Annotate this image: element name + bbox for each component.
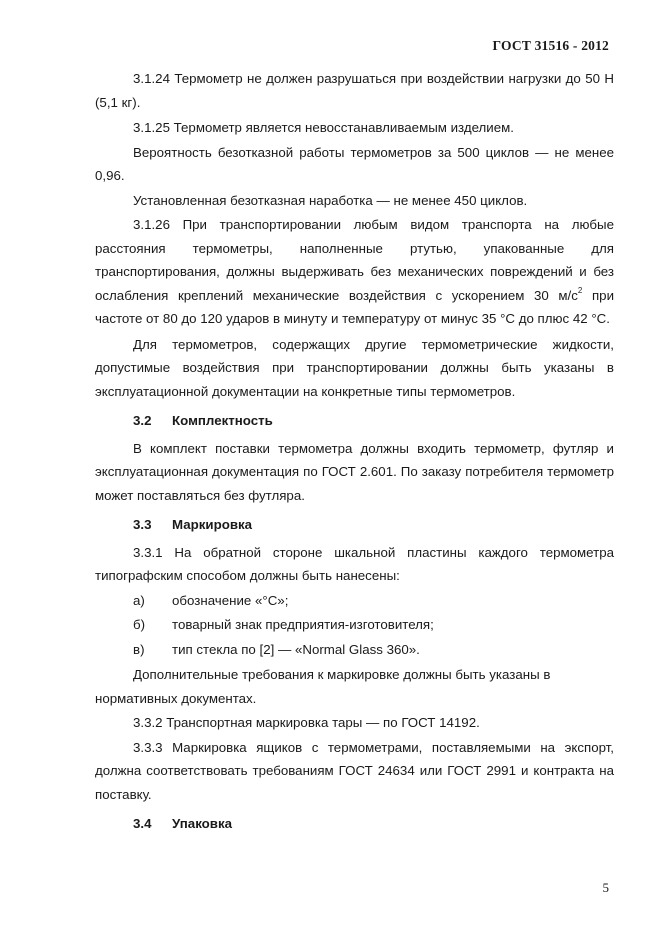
paragraph-3-2-text: В комплект поставки термометра должны входить термометр, футляр и эксплуатационная документация по ГОСТ 2.601. По заказу потребителя термометр может поставляться без футляра. — [95, 440, 614, 503]
section-number: 3.4 — [133, 816, 152, 831]
paragraph-additional-requirements: Дополнительные требования к маркировке должны быть указаны в нормативных документах. — [95, 667, 551, 706]
superscript-exponent: 2 — [577, 286, 583, 296]
paragraph-3-3-3: 3.3.3 Маркировка ящиков с термометрами, поставляемыми на экспорт, должна соответствовать требованиям ГОСТ 24634 или ГОСТ 2991 и контракта на поставку. — [95, 739, 614, 802]
paragraph-other-liquids: Для термометров, содержащих другие термометрические жидкости, допустимые воздействия при транспортировании должны быть указаны в эксплуатационной документации на конкретные типы термометров. — [95, 336, 614, 399]
section-heading-3-4 — [95, 812, 614, 836]
paragraph-3-3-2: 3.3.2 Транспортная маркировка тары — по ГОСТ 14192. — [133, 715, 480, 730]
list-item-text: тип стекла по [2] — «Normal Glass 360». — [172, 641, 420, 657]
section-number: 3.2 — [133, 413, 152, 428]
list-item-text: товарный знак предприятия-изготовителя; — [172, 617, 434, 632]
document-body — [95, 67, 614, 840]
paragraph-3-1-24: 3.1.24 Термометр не должен разрушаться при воздействии нагрузки до 50 Н (5,1 кг). — [95, 71, 614, 110]
list-item — [95, 589, 614, 613]
section-title: Маркировка — [172, 517, 253, 532]
section-heading-3-3 — [95, 513, 614, 537]
paragraph-3-3-1: 3.3.1 На обратной стороне шкальной пластины каждого термометра типографским способом должны быть нанесены: — [95, 544, 614, 583]
list-item-label: б) — [133, 617, 146, 632]
page-number: 5 — [602, 880, 609, 895]
paragraph-established-lifetime: Установленная безотказная наработка — не менее 450 циклов. — [133, 192, 528, 208]
section-heading-3-2 — [95, 409, 614, 433]
list-item — [95, 613, 614, 637]
list-item-label: в) — [133, 641, 145, 657]
section-title: Упаковка — [172, 816, 233, 831]
section-title: Комплектность — [172, 413, 273, 428]
list-item-label: а) — [133, 592, 145, 608]
list-item — [95, 638, 614, 662]
paragraph-probability: Вероятность безотказной работы термометров за 500 циклов — не менее 0,96. — [95, 144, 614, 183]
list-item-text: обозначение «°С»; — [172, 592, 289, 608]
paragraph-3-1-25: 3.1.25 Термометр является невосстанавливаемым изделием. — [133, 120, 514, 135]
paragraph-3-1-26 — [95, 213, 614, 331]
paragraph-3-1-26-text: 3.1.26 При транспортировании любым видом транспорта на любые расстояния термометры, наполненные ртутью, упакованные для транспортирования, должны выдерживать без механических повреждений и без ослабления креплений механические воздействия с ускорением 30 м/с — [95, 217, 614, 303]
document-header: ГОСТ 31516 - 2012 — [492, 38, 609, 53]
paragraph-3-1-26-text-cont: при частоте от 80 до 120 ударов в минуту и температуру от минус 35 °С до плюс 42 °С. — [95, 287, 615, 326]
section-number: 3.3 — [133, 517, 152, 532]
